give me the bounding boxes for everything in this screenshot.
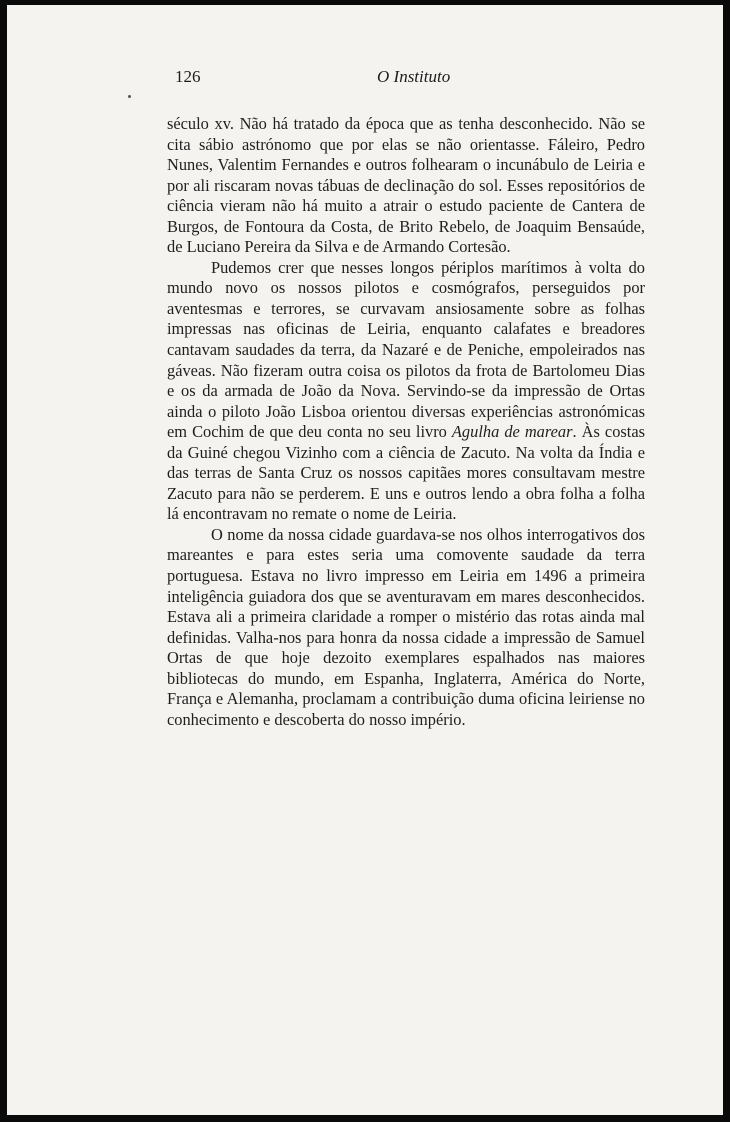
- page-number: 126: [175, 67, 201, 86]
- paragraph-2-continuation: . Às costas da Guiné chegou Vizinho com a ciência de Zacuto. Na volta da Índia e das terras de Santa Cruz os nossos capitães mores consultavam mestre Zacuto para não se perderem. E uns e outros lendo a obra folha a folha lá encontravam no remate o nome de Leiria.: [167, 422, 645, 524]
- body-text: [167, 114, 645, 730]
- scan-speck: [128, 95, 131, 98]
- paragraph-2: [167, 258, 645, 525]
- paragraph-1: século xv. Não há tratado da época que as tenha desconhecido. Não se cita sábio astrónomo que por elas se não orientasse. Fáleiro, Pedro Nunes, Valentim Fernandes e outros folhearam o incunábulo de Leiria e por ali riscaram novas tábuas de declinação do sol. Esses repositórios de ciência vieram não há muito a atrair o estudo paciente de Cantera de Burgos, de Fontoura da Costa, de Brito Rebelo, de Joaquim Bensaúde, de Luciano Pereira da Silva e de Armando Cortesão.: [167, 114, 645, 257]
- paragraph-3: O nome da nossa cidade guardava-se nos olhos interrogativos dos mareantes e para estes seria uma comovente saudade da terra portuguesa. Estava no livro impresso em Leiria em 1496 a primeira inteligência guiadora dos que se aventuravam em mares desconhecidos. Estava ali a primeira claridade a romper o mistério das rotas ainda mal definidas. Valha-nos para honra da nossa cidade a impressão de Samuel Ortas de que hoje dezoito exemplares espalhados nas maiores bibliotecas do mundo, em Espanha, Inglaterra, América do Norte, França e Alemanha, proclamam a contribuição duma oficina leiriense no conhecimento e descoberta do nosso império.: [167, 524, 645, 729]
- running-title: O Instituto: [377, 67, 451, 86]
- scanned-page: [7, 5, 723, 1115]
- paragraph-2-text: Pudemos crer que nesses longos périplos marítimos à volta do mundo novo os nossos pilotos e cosmógrafos, perseguidos por aventesmas e terrores, se curvavam ansiosamente sobre as folhas impressas nas oficinas de Leiria, enquanto calafates e breadores cantavam saudades da terra, da Nazaré e de Peniche, empoleirados nas gáveas. Não fizeram outra coisa os pilotos da frota de Bartolomeu Dias e os da armada de João da Nova. Servindo-se da impressão de Ortas ainda o piloto João Lisboa orientou diversas experiências astronómicas em Cochim de que deu conta no seu livro: [167, 257, 645, 442]
- page-header: [167, 67, 647, 97]
- book-title: Agulha de marear: [451, 422, 573, 442]
